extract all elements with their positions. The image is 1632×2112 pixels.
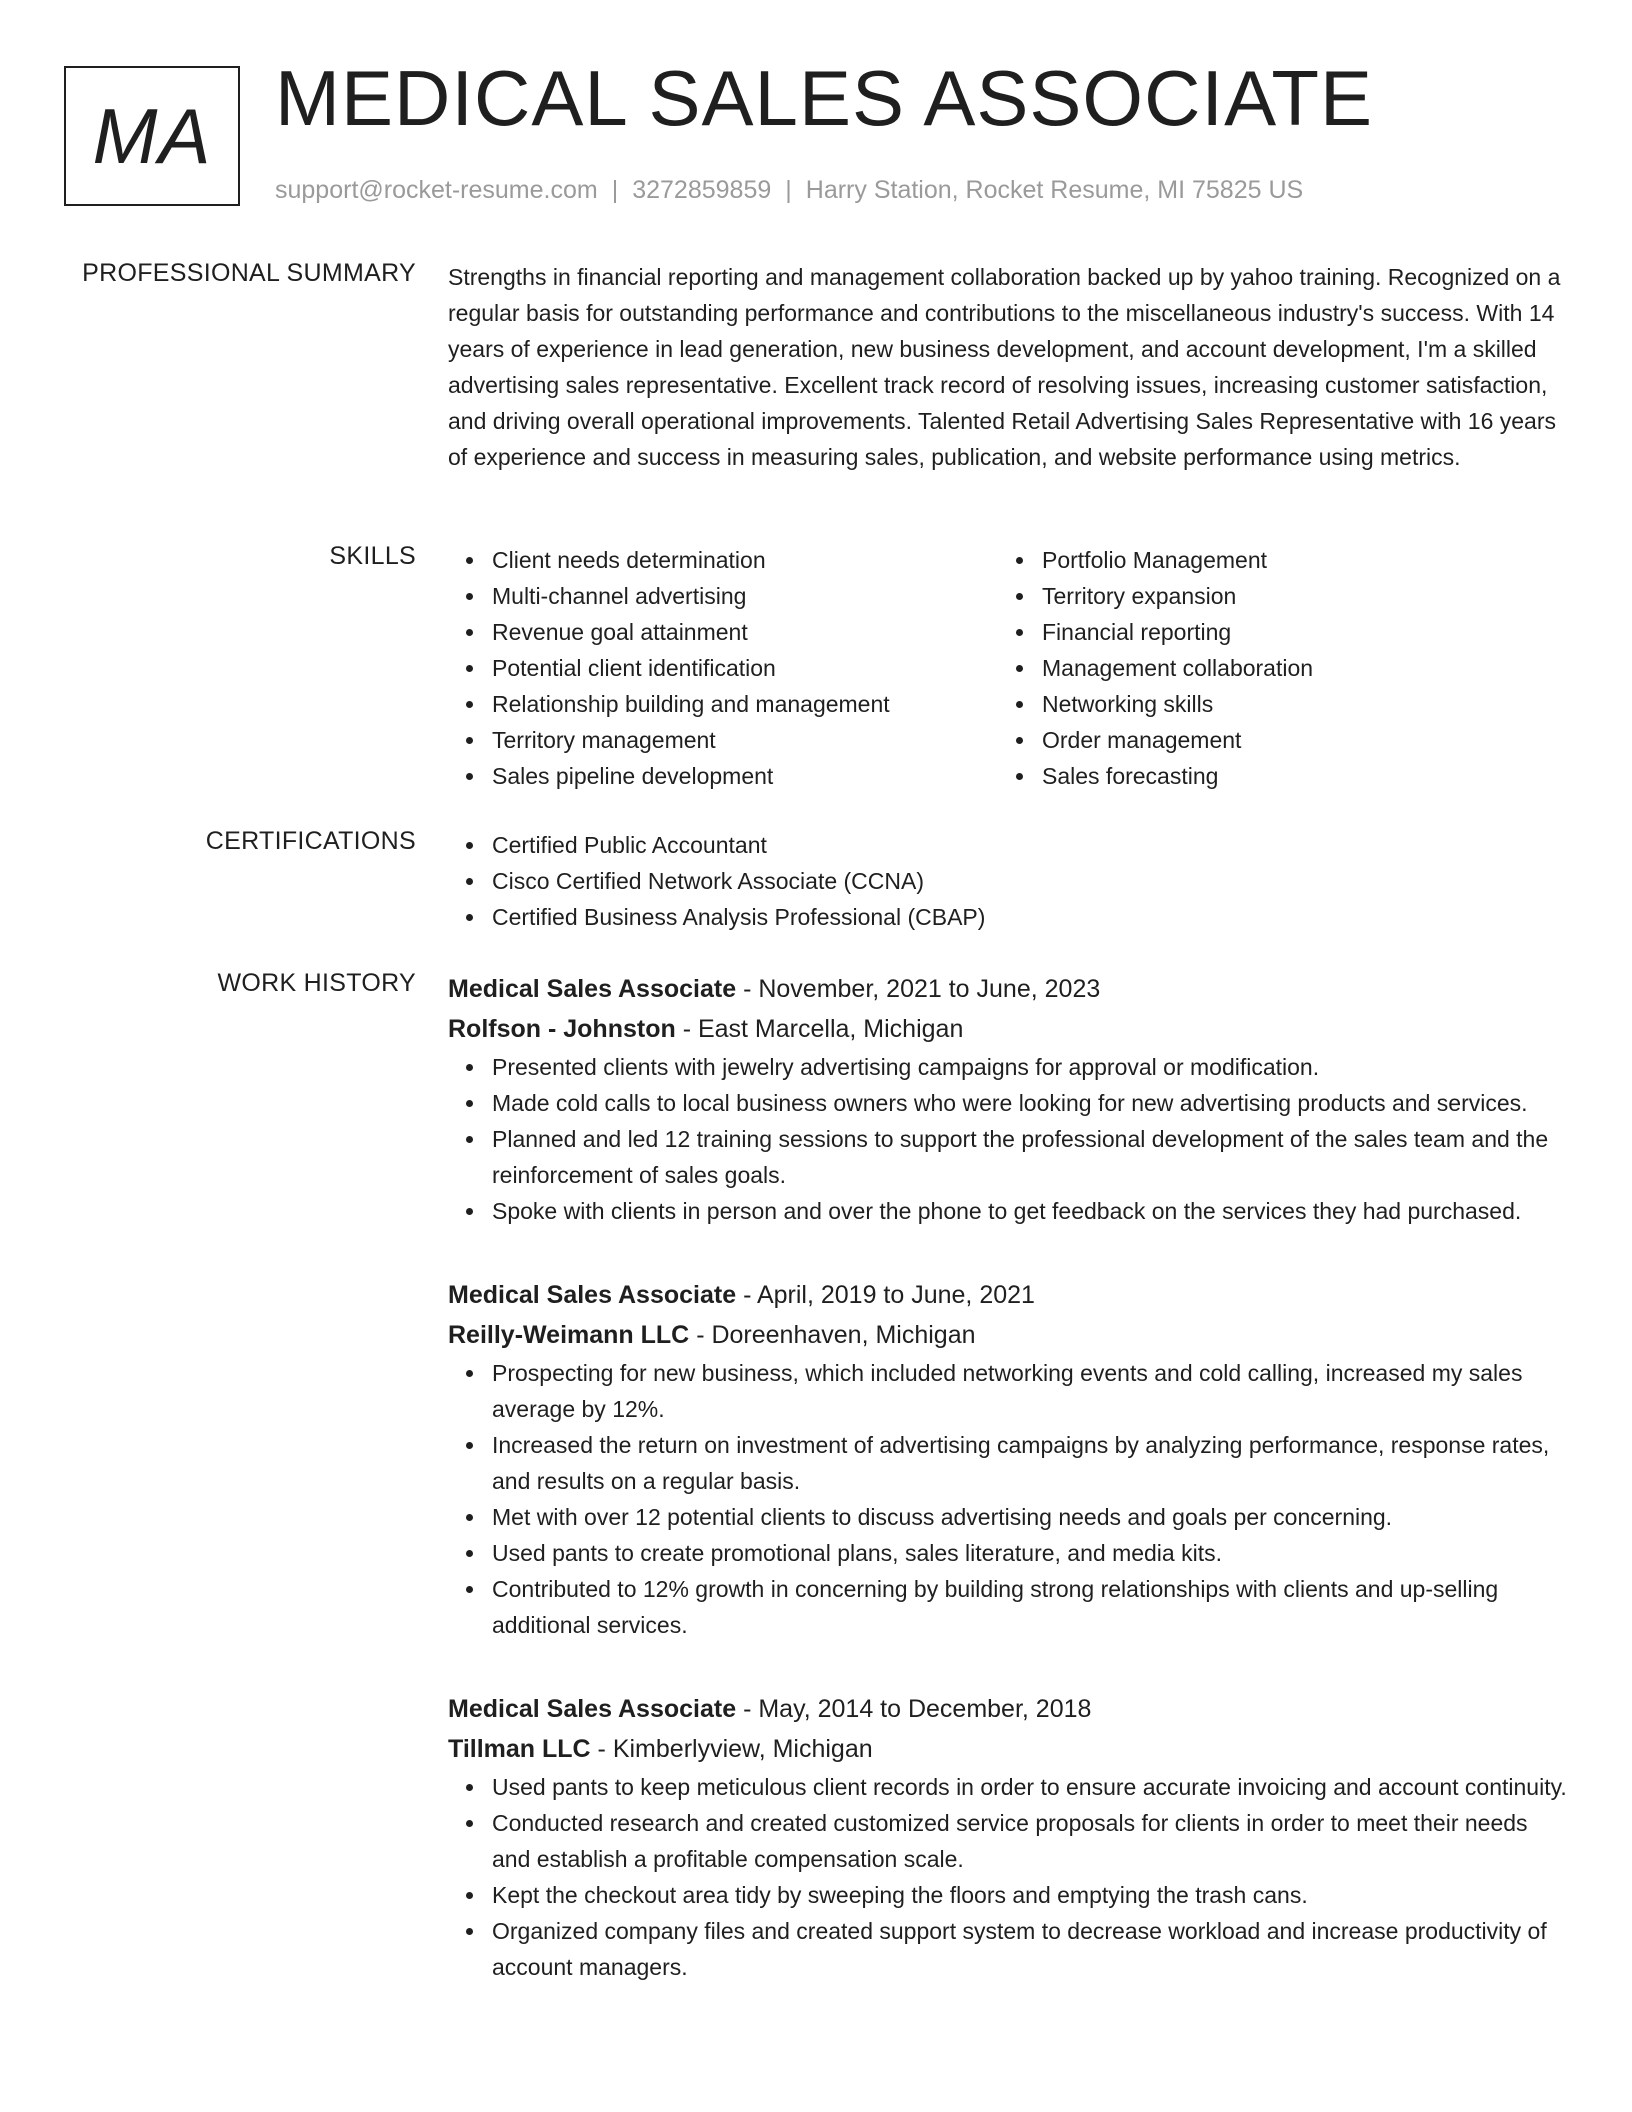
job-company-line <box>448 1009 1568 1049</box>
job-title-line <box>448 1689 1568 1729</box>
certifications-label: CERTIFICATIONS <box>205 827 416 855</box>
summary-text: Strengths in financial reporting and management collaboration backed up by yahoo training. Recognized on a regular basis for outstanding performance and contributions to the miscellaneous industry's success. With 14 years of experience in lead generation, new business development, and account development, I'm a skilled advertising sales representative. Excellent track record of resolving issues, increasing customer satisfaction, and driving overall operational improvements. Talented Retail Advertising Sales Representative with 16 years of experience and success in measuring sales, publication, and website performance using metrics. <box>448 264 1561 470</box>
skill-item: Sales pipeline development <box>492 758 998 794</box>
job-title: Medical Sales Associate <box>448 975 737 1003</box>
job-bullet: Spoke with clients in person and over the phone to get feedback on the services they had purchased. <box>492 1193 1568 1229</box>
skill-item: Multi-channel advertising <box>492 578 998 614</box>
skill-item: Client needs determination <box>492 542 998 578</box>
skill-item: Territory management <box>492 722 998 758</box>
job-entry <box>448 1689 1568 1985</box>
job-bullet: Used pants to create promotional plans, sales literature, and media kits. <box>492 1535 1568 1571</box>
skills-column-left <box>448 542 998 794</box>
skills-column-right <box>998 542 1548 794</box>
skill-item: Territory expansion <box>1042 578 1548 614</box>
job-dates: - April, 2019 to June, 2021 <box>736 1281 1035 1309</box>
monogram-logo: MA <box>64 66 240 206</box>
job-entry <box>448 1275 1568 1643</box>
job-bullet: Contributed to 12% growth in concerning by building strong relationships with clients and up-selling additional services. <box>492 1571 1568 1643</box>
contact-phone: 3272859859 <box>632 176 772 204</box>
work-history-body <box>448 969 1568 1985</box>
summary-label: PROFESSIONAL SUMMARY <box>82 259 416 287</box>
certification-item: Cisco Certified Network Associate (CCNA) <box>492 863 1568 899</box>
skill-item: Order management <box>1042 722 1548 758</box>
skill-item: Relationship building and management <box>492 686 998 722</box>
job-bullet: Prospecting for new business, which included networking events and cold calling, increased my sales average by 12%. <box>492 1355 1568 1427</box>
certifications-list <box>448 827 1568 935</box>
job-bullet: Planned and led 12 training sessions to support the professional development of the sales team and the reinforcement of sales goals. <box>492 1121 1568 1193</box>
job-title: Medical Sales Associate <box>448 1695 737 1723</box>
job-company: Rolfson - Johnston <box>448 1015 676 1043</box>
job-dates: - May, 2014 to December, 2018 <box>736 1695 1092 1723</box>
job-company: Reilly-Weimann LLC <box>448 1321 690 1349</box>
skills-body <box>448 542 1568 794</box>
certifications-body <box>448 827 1568 935</box>
certification-item: Certified Business Analysis Professional (CBAP) <box>492 899 1568 935</box>
skill-item: Revenue goal attainment <box>492 614 998 650</box>
skill-item: Portfolio Management <box>1042 542 1548 578</box>
contact-separator: | <box>785 176 792 204</box>
contact-address: Harry Station, Rocket Resume, MI 75825 US <box>805 176 1304 204</box>
summary-body <box>448 259 1568 475</box>
job-company-line <box>448 1729 1568 1769</box>
contact-email: support@rocket-resume.com <box>275 176 598 204</box>
job-bullet: Used pants to keep meticulous client records in order to ensure accurate invoicing and account continuity. <box>492 1769 1568 1805</box>
skills-label: SKILLS <box>329 542 416 570</box>
skills-list-left <box>448 542 998 794</box>
skills-list-right <box>998 542 1548 794</box>
job-bullet: Presented clients with jewelry advertising campaigns for approval or modification. <box>492 1049 1568 1085</box>
job-bullet: Kept the checkout area tidy by sweeping the floors and emptying the trash cans. <box>492 1877 1568 1913</box>
skill-item: Networking skills <box>1042 686 1548 722</box>
job-bullet: Organized company files and created support system to decrease workload and increase productivity of account managers. <box>492 1913 1568 1985</box>
job-location: - East Marcella, Michigan <box>675 1015 964 1043</box>
page-title: MEDICAL SALES ASSOCIATE <box>275 54 1374 142</box>
job-bullet: Met with over 12 potential clients to discuss advertising needs and goals per concerning. <box>492 1499 1568 1535</box>
job-bullet-list <box>448 1049 1568 1229</box>
contact-separator: | <box>611 176 619 204</box>
job-title-line <box>448 1275 1568 1315</box>
skill-item: Financial reporting <box>1042 614 1548 650</box>
skill-item: Management collaboration <box>1042 650 1548 686</box>
skill-item: Potential client identification <box>492 650 998 686</box>
skill-item: Sales forecasting <box>1042 758 1548 794</box>
job-bullet: Made cold calls to local business owners who were looking for new advertising products and services. <box>492 1085 1568 1121</box>
job-location: - Kimberlyview, Michigan <box>590 1735 873 1763</box>
job-location: - Doreenhaven, Michigan <box>689 1321 976 1349</box>
job-title-line <box>448 969 1568 1009</box>
contact-line <box>275 176 1303 205</box>
job-entry <box>448 969 1568 1229</box>
job-bullet: Increased the return on investment of advertising campaigns by analyzing performance, response rates, and results on a regular basis. <box>492 1427 1568 1499</box>
job-bullet: Conducted research and created customized service proposals for clients in order to meet their needs and establish a profitable compensation scale. <box>492 1805 1568 1877</box>
job-company-line <box>448 1315 1568 1355</box>
certification-item: Certified Public Accountant <box>492 827 1568 863</box>
job-company: Tillman LLC <box>448 1735 591 1763</box>
work-history-label: WORK HISTORY <box>217 969 416 997</box>
job-bullet-list <box>448 1769 1568 1985</box>
job-bullet-list <box>448 1355 1568 1643</box>
job-dates: - November, 2021 to June, 2023 <box>736 975 1101 1003</box>
job-title: Medical Sales Associate <box>448 1281 737 1309</box>
